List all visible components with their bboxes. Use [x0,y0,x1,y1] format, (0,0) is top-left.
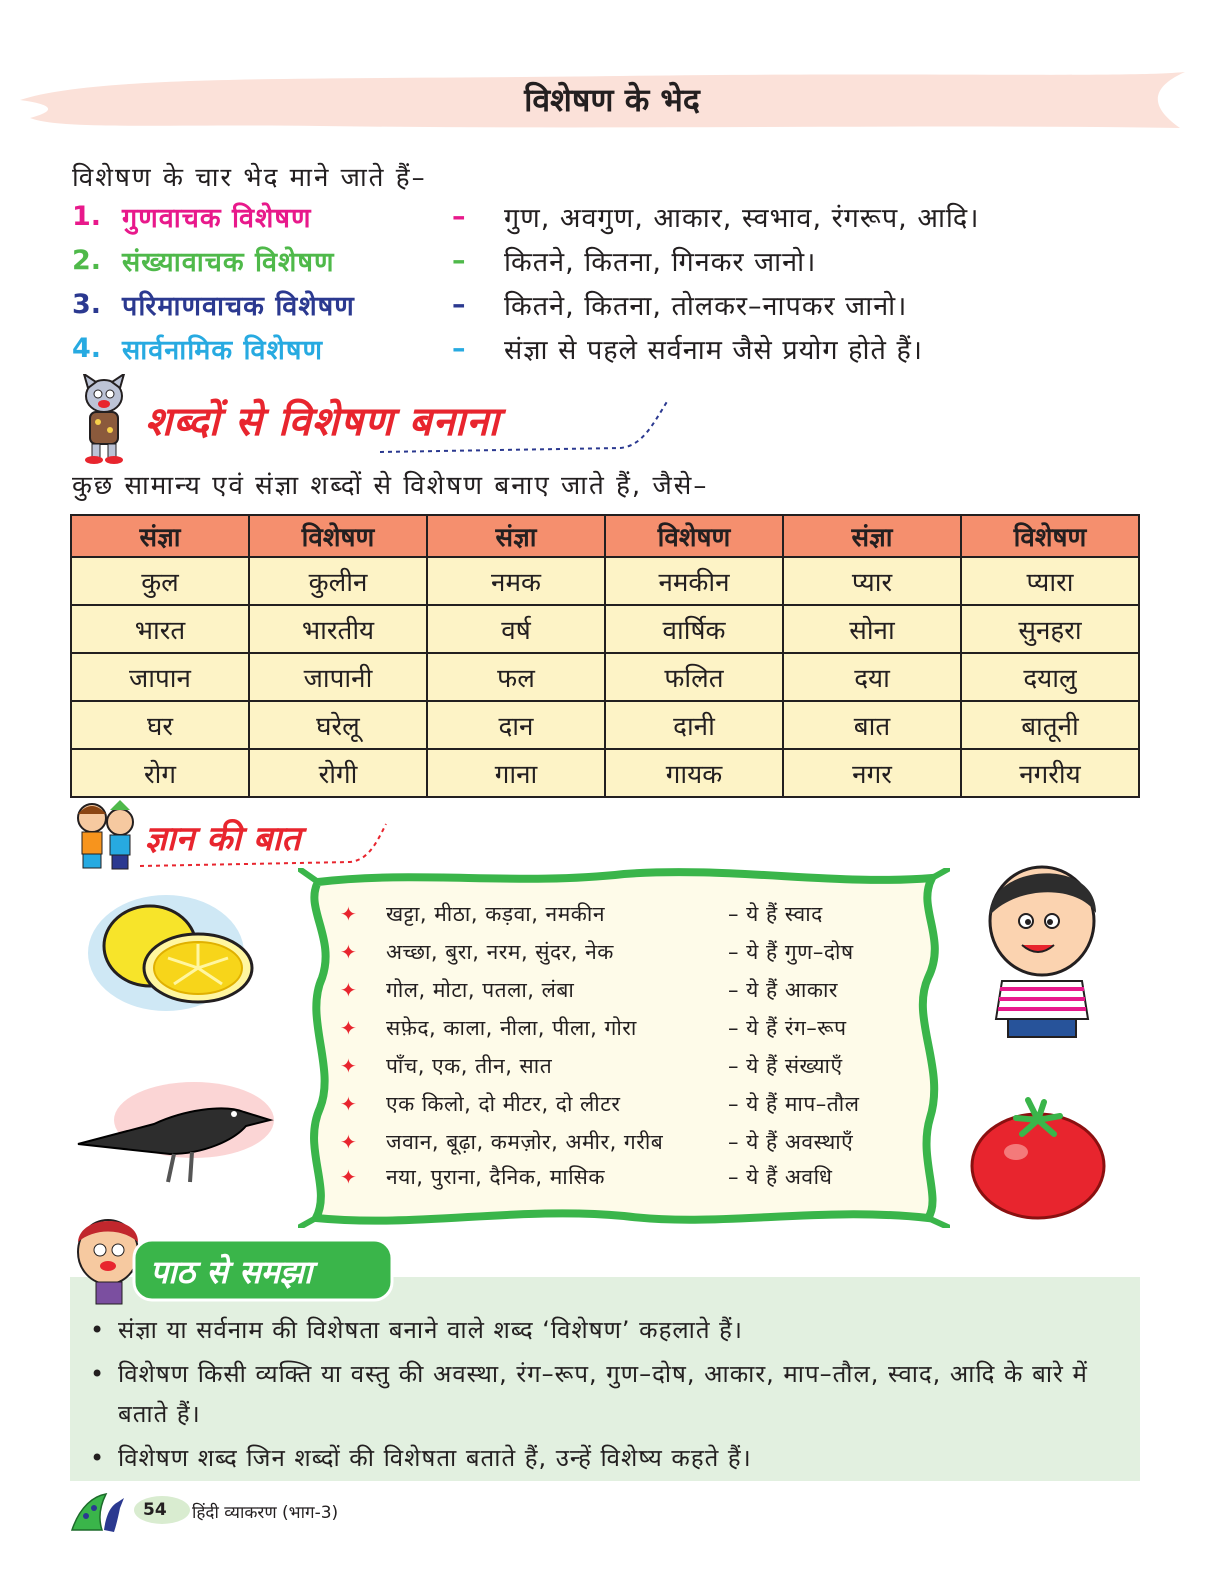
dashed-underline [140,820,390,870]
star-bullet-icon: ✦ [340,1165,357,1189]
fact-row [340,1125,853,1159]
column-header: विशेषण [961,515,1139,557]
table-cell: जापानी [249,653,427,701]
table-cell: बात [783,701,961,749]
type-number: 4. [72,332,102,364]
fact-row [340,1087,859,1121]
type-name: परिमाणवाचक विशेषण [122,290,355,322]
fact-words: जवान, बूढ़ा, कमज़ोर, अमीर, गरीब [386,1130,664,1154]
cat-mascot-illustration [72,374,134,464]
table-cell: नमक [427,557,605,605]
type-description: गुण, अवगुण, आकार, स्वभाव, रंगरूप, आदि। [504,202,980,234]
fact-row [340,897,823,931]
type-dash: – [452,244,466,276]
fact-row [340,1160,832,1194]
table-cell: दान [427,701,605,749]
fact-row [340,1011,847,1045]
table-cell: वर्ष [427,605,605,653]
fact-row [340,1049,843,1083]
fact-words: सफ़ेद, काला, नीला, पीला, गोरा [386,1016,637,1040]
table-row [71,653,1139,701]
crow-illustration [74,1080,284,1190]
type-dash: – [452,200,466,232]
table-cell: दानी [605,701,783,749]
fact-category: – ये हैं स्वाद [728,902,823,926]
fact-words: अच्छा, बुरा, नरम, सुंदर, नेक [386,940,614,964]
type-number: 2. [72,244,102,276]
fact-category: – ये हैं माप–तौल [728,1092,860,1116]
section-title-forming-adjectives: शब्दों से विशेषण बनाना [145,399,500,445]
table-cell: रोगी [249,749,427,797]
star-bullet-icon: ✦ [340,1130,357,1154]
table-cell: वार्षिक [605,605,783,653]
table-cell: प्यारा [961,557,1139,605]
table-cell: दया [783,653,961,701]
table-cell: नगरीय [961,749,1139,797]
page-title: विशेषण के भेद [524,81,700,119]
summary-text: विशेषण शब्द जिन शब्दों की विशेषता बताते हैं, उन्हें विशेष्य कहते हैं। [118,1444,752,1472]
type-number: 1. [72,200,102,232]
table-cell: भारत [71,605,249,653]
star-bullet-icon: ✦ [340,1016,357,1040]
boy-illustration [978,855,1108,1040]
star-bullet-icon: ✦ [340,978,357,1002]
type-dash: – [452,332,466,364]
table-cell: गाना [427,749,605,797]
fact-category: – ये हैं अवधि [728,1165,833,1189]
table-cell: गायक [605,749,783,797]
fact-words: गोल, मोटा, पतला, लंबा [386,978,575,1002]
fact-category: – ये हैं गुण–दोष [728,940,854,964]
table-cell: फलित [605,653,783,701]
type-row-2 [72,238,816,282]
summary-text: विशेषण किसी व्यक्ति या वस्तु की अवस्था, रंग–रूप, गुण–दोष, आकार, माप–तौल, स्वाद, आदि के बारे में बताते हैं। [118,1360,1088,1428]
column-header: विशेषण [249,515,427,557]
dashed-underline [380,396,670,456]
fact-category: – ये हैं अवस्थाएँ [728,1130,854,1154]
section-intro: कुछ सामान्य एवं संज्ञा शब्दों से विशेषण बनाए जाते हैं, जैसे– [72,471,709,501]
table-row [71,605,1139,653]
type-row-3 [72,282,907,326]
table-cell: प्यार [783,557,961,605]
table-cell: सुनहरा [961,605,1139,653]
page-number: 54 [143,1500,167,1520]
table-cell: बातूनी [961,701,1139,749]
section-title-knowledge: ज्ञान की बात [145,819,301,859]
type-dash: – [452,288,466,320]
type-number: 3. [72,288,102,320]
table-cell: फल [427,653,605,701]
table-cell: जापान [71,653,249,701]
book-title: हिंदी व्याकरण (भाग-3) [192,1503,339,1523]
tomato-illustration [968,1092,1108,1222]
star-bullet-icon: ✦ [340,1054,357,1078]
fact-words: नया, पुराना, दैनिक, मासिक [386,1165,606,1189]
table-cell: दयालु [961,653,1139,701]
table-cell: कुलीन [249,557,427,605]
column-header: संज्ञा [71,515,249,557]
type-name: संख्यावाचक विशेषण [122,246,335,278]
star-bullet-icon: ✦ [340,902,357,926]
peacock-footer-illustration [70,1486,190,1536]
summary-item [90,1354,1128,1434]
type-description: कितने, कितना, तोलकर–नापकर जानो। [504,290,908,322]
table-cell: घर [71,701,249,749]
summary-title: पाठ से समझा [150,1253,313,1291]
bullet-icon: • [90,1360,106,1388]
star-bullet-icon: ✦ [340,940,357,964]
table-row [71,749,1139,797]
summary-item [90,1310,1128,1350]
lemon-illustration [88,888,268,1018]
table-row [71,557,1139,605]
fact-category: – ये हैं आकार [728,978,838,1002]
type-name: सार्वनामिक विशेषण [122,334,324,366]
table-cell: सोना [783,605,961,653]
summary-text: संज्ञा या सर्वनाम की विशेषता बनाने वाले शब्द ‘विशेषण’ कहलाते हैं। [118,1316,743,1344]
bullet-icon: • [90,1316,106,1344]
table-cell: रोग [71,749,249,797]
type-description: कितने, कितना, गिनकर जानो। [504,246,817,278]
column-header: विशेषण [605,515,783,557]
bullet-icon: • [90,1444,106,1472]
noun-adjective-table [70,514,1140,798]
column-header: संज्ञा [427,515,605,557]
type-name: गुणवाचक विशेषण [122,202,312,234]
table-cell: नमकीन [605,557,783,605]
fact-words: एक किलो, दो मीटर, दो लीटर [386,1092,621,1116]
fact-row [340,973,838,1007]
table-row [71,701,1139,749]
type-row-1 [72,194,980,238]
table-cell: भारतीय [249,605,427,653]
type-description: संज्ञा से पहले सर्वनाम जैसे प्रयोग होते हैं। [504,334,924,366]
table-cell: घरेलू [249,701,427,749]
table-cell: नगर [783,749,961,797]
fact-row [340,935,854,969]
kids-mascot-illustration [70,796,142,876]
fact-category: – ये हैं संख्याएँ [728,1054,843,1078]
type-row-4 [72,326,923,370]
star-bullet-icon: ✦ [340,1092,357,1116]
column-header: संज्ञा [783,515,961,557]
fact-words: खट्टा, मीठा, कड़वा, नमकीन [386,902,605,926]
summary-item [90,1438,1128,1478]
table-cell: कुल [71,557,249,605]
intro-text: विशेषण के चार भेद माने जाते हैं– [72,163,427,193]
table-header-row [71,515,1139,557]
fact-category: – ये हैं रंग–रूप [728,1016,847,1040]
fact-words: पाँच, एक, तीन, सात [386,1054,553,1078]
